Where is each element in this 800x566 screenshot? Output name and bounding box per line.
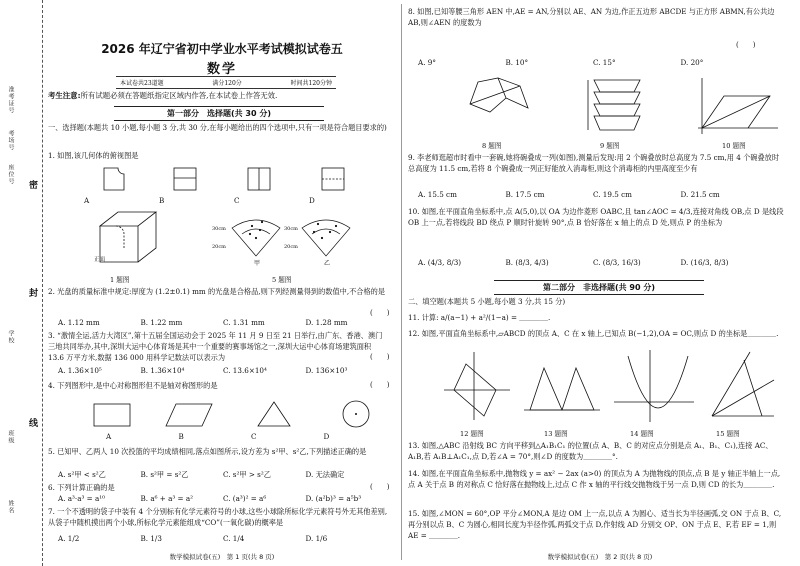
q4-options <box>106 432 396 441</box>
q6-option: D. (a²b)³ = a⁵b³ <box>305 494 362 503</box>
q2-option: B. 1.22 mm <box>140 318 183 327</box>
q12-15-figures <box>444 350 784 424</box>
figure-caption: 8 题图 <box>482 142 502 150</box>
q10-options <box>418 258 768 267</box>
q1-options <box>84 196 384 205</box>
q7-stem: 7. 一个不透明的袋子中装有 4 个分别标有化学元素符号的小球,这些小球除所标化学元素符号外无其他差别,从袋子中随机摸出两个小球,所标化学元素能组成“CO”(一氧化碳)的概率是 <box>48 507 388 527</box>
q4-parallelogram <box>166 404 212 426</box>
q13-stem: 13. 如图,△ABC 沿射线 BC 方向平移到△A₁B₁C₁ 的位置(点 A、B、C 的对应点分别是点 A₁、B₁、C₁),连接 AC、A₁B,若 A₁B⊥A₁C₁,点 D,若∠A = 70°,则∠D 的度数为＿＿＿＿°. <box>408 441 773 461</box>
answer-bracket: ( ) <box>736 41 756 49</box>
q9-stem: 9. 李老师逛超市时看中一套碗,她将碗叠成一列(如图),测量后发现:用 2 个碗叠放时总高度为 7.5 cm,用 4 个碗叠放时总高度为 11.5 cm,若将 8 个碗叠成一列正好能放入消毒柜,则这个消毒柜的内里高度至少有 <box>408 153 780 173</box>
margin-label: 姓名 <box>7 500 14 514</box>
q1-option: D <box>309 196 315 205</box>
page-2 <box>404 0 796 566</box>
q1-stem: 1. 如图,该几何体的俯视图是 <box>48 151 139 160</box>
q5-stem: 5. 已知甲、乙两人 10 次投篮的平均成绩相同,落点如图所示,设方差为 s²甲、s²乙,下列描述正确的是 <box>48 447 367 456</box>
exam-subject: 数学 <box>206 62 237 77</box>
q8-option: D. 20° <box>680 58 704 67</box>
q4-option: B <box>178 432 184 441</box>
q4-shapes <box>94 400 384 430</box>
exam-title: 2026 年辽宁省初中学业水平考试模拟试卷五 <box>101 42 343 56</box>
answer-bracket: ( ) <box>370 483 390 491</box>
q3-option: D. 136×10³ <box>305 366 348 375</box>
q2-option: A. 1.12 mm <box>58 318 100 327</box>
figure-caption: 1 题图 <box>110 276 130 284</box>
q8-option: B. 10° <box>505 58 529 67</box>
notice-label: 考生注意: <box>48 91 81 100</box>
q9-option: A. 15.5 cm <box>418 190 457 199</box>
q1-solid-label: 正面 <box>94 257 106 263</box>
q1-option: A <box>84 196 90 205</box>
q5-target-figure <box>222 212 372 272</box>
q10-option: A. (4/3, 8/3) <box>418 258 462 267</box>
q12-stem: 12. 如图,平面直角坐标系中,▱ABCD 的顶点 A、C 在 x 轴上,已知点 B(−1,2),OA = OC,则点 D 的坐标是＿＿＿＿. <box>408 329 779 338</box>
margin-label: 座位号 <box>7 164 14 185</box>
info-item: 满分120分 <box>212 80 242 87</box>
q1-option: B <box>159 196 165 205</box>
q8-options <box>418 58 768 67</box>
page-footer: 数学模拟试卷(五) 第 2 页(共 8 页) <box>547 553 653 561</box>
q2-stem: 2. 光盘的质量标准中规定:厚度为 (1.2±0.1) mm 的光盘是合格品,则下列经测量得到的数值中,不合格的是 <box>48 287 386 296</box>
q5-ring-label: 20cm <box>212 244 226 250</box>
q1-option: C <box>234 196 240 205</box>
notice-text: 所有试题必须在答题纸指定区域内作答,在本试卷上作答无效. <box>80 91 278 100</box>
q3-options <box>58 366 388 375</box>
q6-option: A. a³·a³ = a¹⁰ <box>58 494 106 503</box>
q3-option: A. 1.36×10⁵ <box>58 366 102 375</box>
q1-option-figures <box>98 166 378 196</box>
q4-option: A <box>106 432 112 441</box>
q6-option: C. (a³)² = a⁶ <box>223 494 267 503</box>
exam-notice <box>48 90 400 101</box>
q10-option: D. (16/3, 8/3) <box>680 258 729 267</box>
figure-caption: 12 题图 <box>460 430 484 438</box>
figure-caption: 9 题图 <box>600 142 620 150</box>
page-1 <box>44 0 400 566</box>
seal-char: 线 <box>29 419 39 429</box>
q5-ring-label: 30cm <box>284 226 298 232</box>
q1-option-b-shape <box>174 168 196 190</box>
q9-option: C. 19.5 cm <box>593 190 632 199</box>
q15-stem: 15. 如图,∠MON = 60°,OP 平分∠MON,A 是边 OM 上一点,以点 A 为圆心、适当长为半径画弧,交 ON 于点 B、C,再分别以点 B、C 为圆心,相同长度为半径作弧,两弧交于点 D,作射线 AD 分别交 OP、ON 于点 E、F,若 EF = 1,则 AE = ＿＿＿＿. <box>408 509 782 540</box>
q4-option: C <box>251 432 257 441</box>
q4-option: D <box>323 432 330 441</box>
q9-options <box>418 190 768 199</box>
page-footer: 数学模拟试卷(五) 第 1 页(共 8 页) <box>169 553 275 561</box>
info-item: 时间共120分钟 <box>290 80 332 87</box>
q4-rectangle <box>94 404 130 426</box>
figure-caption: 15 题图 <box>716 430 740 438</box>
part2-heading: 第二部分 非选择题(共 90 分) <box>494 280 704 295</box>
q4-triangle <box>258 402 290 426</box>
section2-intro: 二、填空题(本题共 5 小题,每小题 3 分,共 15 分) <box>408 297 566 306</box>
q8-option: A. 9° <box>418 58 436 67</box>
q3-stem: 3. “激情全运,活力大湾区”,第十五届全国运动会于 2025 年 11 月 9 日至 21 日举行,由广东、香港、澳门三地共同举办,其中,深圳大运中心体育场是其中一个重要的赛事场馆之一,深圳大运中心体育场建筑面积 13.6 万平方米,数据 136 000 用科学记数法可以表示为 <box>48 331 383 362</box>
seal-char: 密 <box>29 181 39 191</box>
q5-ring-label: 20cm <box>284 244 298 250</box>
answer-bracket: ( ) <box>370 381 390 389</box>
part1-heading: 第一部分 选择题(共 30 分) <box>114 106 324 121</box>
q6-options <box>58 494 388 503</box>
q8-stem: 8. 如图,已知等腰三角形 AEN 中,AE = AN,分别以 AE、AN 为边,作正五边形 ABCDE 与正方形 ABMN,有公共边 AB,则∠AEN 的度数为 <box>408 7 775 27</box>
q5-ring-label: 30cm <box>212 226 226 232</box>
q3-option: B. 1.36×10⁴ <box>140 366 185 375</box>
q10-option: B. (8/3, 4/3) <box>505 258 549 267</box>
figure-caption: 14 题图 <box>630 430 654 438</box>
margin-label: 考场号 <box>7 130 14 151</box>
q3-option: C. 13.6×10⁴ <box>223 366 267 375</box>
figure-caption: 10 题图 <box>722 142 746 150</box>
q9-option: B. 17.5 cm <box>505 190 545 199</box>
q1-option-a-shape <box>104 168 124 190</box>
binding-margin <box>0 0 43 566</box>
q5-label-jia: 甲 <box>254 260 261 267</box>
q10-figure <box>694 76 784 138</box>
q5-options <box>58 470 388 480</box>
q2-options <box>58 318 388 327</box>
page-divider <box>401 4 402 560</box>
seal-char: 封 <box>29 289 39 299</box>
answer-bracket: ( ) <box>370 353 390 361</box>
q4-stem: 4. 下列图形中,是中心对称图形但不是轴对称图形的是 <box>48 381 218 390</box>
q11-stem: 11. 计算: a/(a−1) + a²/(1−a) = ＿＿＿＿. <box>408 313 551 322</box>
q10-stem: 10. 如图,在平面直角坐标系中,点 A(5,0),以 OA 为边作菱形 OABC,且 tan∠AOC = 4/3,连接对角线 OB,点 D 是线段 OB 上一点,若将线段 BD 绕点 P 顺时针旋转 90°,点 B 恰好落在 x 轴上的点 D 处,则点 P 的坐标为 <box>408 207 784 227</box>
q9-option: D. 21.5 cm <box>680 190 720 199</box>
answer-bracket: ( ) <box>370 309 390 317</box>
q2-option: D. 1.28 mm <box>305 318 348 327</box>
q10-option: C. (8/3, 16/3) <box>593 258 641 267</box>
q6-stem: 6. 下列计算正确的是 <box>48 483 115 492</box>
q7-option: D. 1/6 <box>305 534 328 543</box>
q1-solid-figure <box>96 208 186 268</box>
section1-intro: 一、选择题(本题共 10 小题,每小题 3 分,共 30 分,在每小题给出的四个选项中,只有一项是符合题目要求的) <box>48 123 387 132</box>
q8-figure <box>458 72 548 138</box>
q14-stem: 14. 如图,在平面直角坐标系中,抛物线 y = ax² − 2ax (a>0) 的顶点为 A 为抛物线的顶点,点 B 是 y 轴正半轴上一点,点 A 关于点 B 的对称点 C 恰好落在抛物线上,过点 C 作 x 轴的平行线交抛物线于另一点 D,则 CD 的长为＿＿＿＿. <box>408 469 781 489</box>
q5-option: A. s²甲 < s²乙 <box>58 470 106 479</box>
q7-option: B. 1/3 <box>140 534 162 543</box>
exam-info-bar <box>116 76 336 89</box>
q7-options <box>58 534 388 543</box>
margin-label: 准考证号 <box>7 86 14 114</box>
q2-option: C. 1.31 mm <box>223 318 265 327</box>
q6-option: B. a⁶ + a³ = a² <box>140 494 194 503</box>
q8-option: C. 15° <box>593 58 616 67</box>
q5-label-yi: 乙 <box>324 260 331 267</box>
q5-option: B. s²甲 = s²乙 <box>140 470 189 479</box>
q5-option: D. 无法确定 <box>305 470 345 479</box>
margin-label: 班级 <box>7 430 14 444</box>
margin-label: 学校 <box>7 330 14 344</box>
q5-option: C. s²甲 > s²乙 <box>223 470 271 479</box>
q9-figure <box>584 74 654 140</box>
figure-caption: 5 题图 <box>272 276 292 284</box>
q7-option: C. 1/4 <box>223 534 245 543</box>
info-item: 本试卷共23道题 <box>120 80 164 87</box>
figure-caption: 13 题图 <box>544 430 568 438</box>
q7-option: A. 1/2 <box>58 534 80 543</box>
